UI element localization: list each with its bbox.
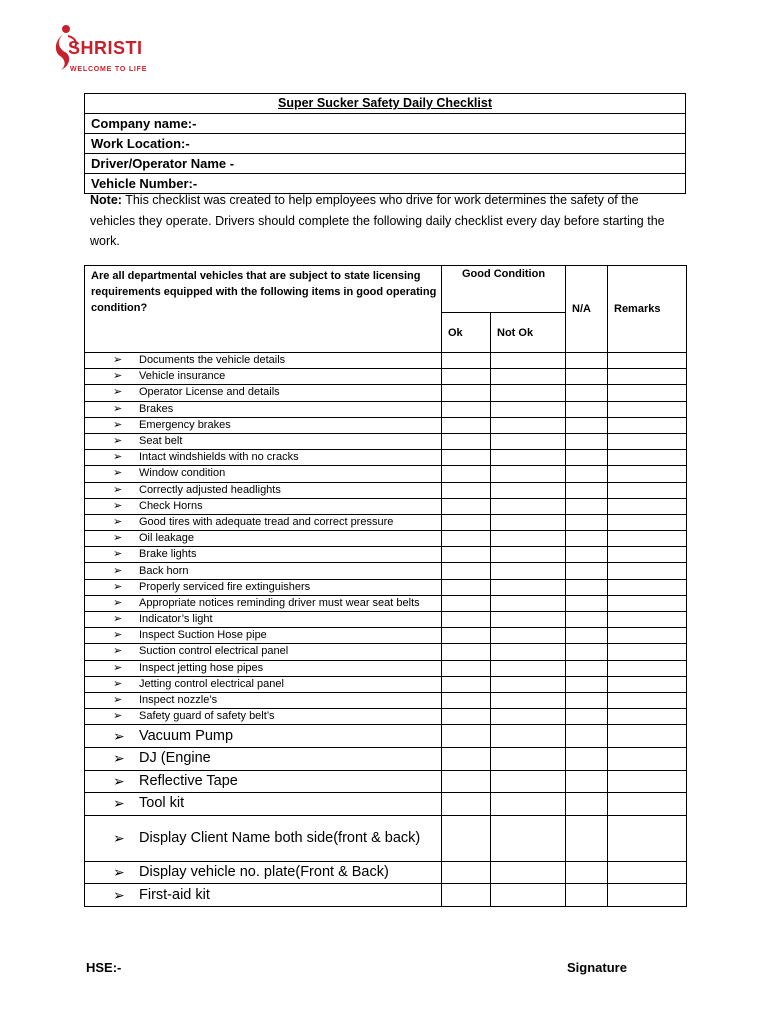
checklist-item-label: Back horn [139, 564, 189, 577]
ok-cell[interactable] [442, 482, 491, 498]
checklist-item-cell [85, 563, 442, 579]
ok-cell[interactable] [442, 579, 491, 595]
checklist-row [85, 450, 687, 466]
na-cell[interactable] [566, 514, 608, 530]
checklist-question: Are all departmental vehicles that are subject to state licensing requirements equipped with the following items in good operating condition? [85, 266, 442, 353]
checklist-row [85, 579, 687, 595]
checklist-item-cell [85, 547, 442, 563]
not-ok-cell[interactable] [491, 433, 566, 449]
remarks-cell[interactable] [608, 747, 687, 770]
na-cell[interactable] [566, 676, 608, 692]
ok-cell[interactable] [442, 498, 491, 514]
not-ok-cell[interactable] [491, 628, 566, 644]
checklist-item-label: Jetting control electrical panel [139, 677, 284, 690]
ok-cell[interactable] [442, 595, 491, 611]
not-ok-cell[interactable] [491, 815, 566, 861]
checklist-item-cell [85, 385, 442, 401]
checklist-row [85, 563, 687, 579]
checklist-item-label: Inspect jetting hose pipes [139, 661, 264, 674]
checklist-item-label: Brakes [139, 402, 174, 415]
checklist-row [85, 498, 687, 514]
not-ok-cell[interactable] [491, 579, 566, 595]
ok-cell[interactable] [442, 709, 491, 725]
checklist-item-cell [85, 498, 442, 514]
na-cell[interactable] [566, 595, 608, 611]
checklist-item-label: Display vehicle no. plate(Front & Back) [139, 863, 389, 880]
checklist-row [85, 660, 687, 676]
ok-cell[interactable] [442, 725, 491, 748]
ok-cell[interactable] [442, 676, 491, 692]
remarks-cell[interactable] [608, 770, 687, 793]
arrow-bullet-icon: ➢ [113, 830, 125, 847]
arrow-bullet-icon: ➢ [113, 694, 123, 707]
checklist-row [85, 747, 687, 770]
arrow-bullet-icon: ➢ [113, 499, 123, 512]
ok-cell[interactable] [442, 531, 491, 547]
na-cell[interactable] [566, 385, 608, 401]
not-ok-cell[interactable] [491, 676, 566, 692]
checklist-item-cell [85, 692, 442, 708]
na-header: N/A [566, 266, 608, 353]
driver-operator-field[interactable]: Driver/Operator Name - [85, 154, 686, 174]
arrow-bullet-icon: ➢ [113, 772, 125, 789]
not-ok-cell[interactable] [491, 709, 566, 725]
checklist-item-label: Safety guard of safety belt’s [139, 710, 275, 723]
arrow-bullet-icon: ➢ [113, 515, 123, 528]
note-label: Note: [90, 193, 122, 207]
not-ok-cell[interactable] [491, 692, 566, 708]
ok-cell[interactable] [442, 450, 491, 466]
checklist-row [85, 676, 687, 692]
ok-cell[interactable] [442, 417, 491, 433]
checklist-row [85, 547, 687, 563]
na-cell[interactable] [566, 450, 608, 466]
arrow-bullet-icon: ➢ [113, 750, 125, 767]
na-cell[interactable] [566, 563, 608, 579]
checklist-item-cell [85, 709, 442, 725]
arrow-bullet-icon: ➢ [113, 354, 123, 367]
remarks-cell[interactable] [608, 861, 687, 884]
remarks-cell[interactable] [608, 401, 687, 417]
na-cell[interactable] [566, 353, 608, 369]
remarks-cell[interactable] [608, 547, 687, 563]
arrow-bullet-icon: ➢ [113, 435, 123, 448]
checklist-item-label: DJ (Engine [139, 750, 211, 767]
company-logo [52, 22, 172, 80]
checklist-item-cell [85, 815, 442, 861]
not-ok-cell[interactable] [491, 482, 566, 498]
remarks-cell[interactable] [608, 579, 687, 595]
na-cell[interactable] [566, 884, 608, 907]
not-ok-cell[interactable] [491, 466, 566, 482]
checklist-row [85, 531, 687, 547]
na-cell[interactable] [566, 482, 608, 498]
good-condition-header: Good Condition [442, 266, 566, 313]
not-ok-cell[interactable] [491, 747, 566, 770]
checklist-item-cell [85, 401, 442, 417]
not-ok-cell[interactable] [491, 563, 566, 579]
ok-cell[interactable] [442, 644, 491, 660]
checklist-row [85, 644, 687, 660]
not-ok-cell[interactable] [491, 353, 566, 369]
ok-cell[interactable] [442, 770, 491, 793]
checklist-item-cell [85, 433, 442, 449]
not-ok-header: Not Ok [491, 313, 566, 353]
not-ok-cell[interactable] [491, 770, 566, 793]
checklist-item-label: Correctly adjusted headlights [139, 483, 281, 496]
checklist-item-label: Vacuum Pump [139, 727, 234, 744]
na-cell[interactable] [566, 628, 608, 644]
checklist-item-label: Inspect nozzle’s [139, 694, 218, 707]
checklist-item-label: First-aid kit [139, 886, 210, 903]
hse-label: HSE:- [86, 960, 122, 975]
not-ok-cell[interactable] [491, 531, 566, 547]
checklist-row [85, 433, 687, 449]
remarks-cell[interactable] [608, 385, 687, 401]
remarks-cell[interactable] [608, 676, 687, 692]
signature-label: Signature [567, 960, 627, 975]
remarks-cell[interactable] [608, 709, 687, 725]
arrow-bullet-icon: ➢ [113, 580, 123, 593]
na-cell[interactable] [566, 725, 608, 748]
checklist-row [85, 612, 687, 628]
ok-cell[interactable] [442, 660, 491, 676]
ok-cell[interactable] [442, 747, 491, 770]
arrow-bullet-icon: ➢ [113, 532, 123, 545]
na-cell[interactable] [566, 793, 608, 816]
not-ok-cell[interactable] [491, 369, 566, 385]
logo-brand-text: SHRISTI [68, 38, 143, 58]
remarks-cell[interactable] [608, 884, 687, 907]
checklist-item-cell [85, 884, 442, 907]
not-ok-cell[interactable] [491, 547, 566, 563]
remarks-cell[interactable] [608, 498, 687, 514]
ok-cell[interactable] [442, 861, 491, 884]
remarks-header: Remarks [608, 266, 687, 353]
arrow-bullet-icon: ➢ [113, 418, 123, 431]
checklist-item-label: Vehicle insurance [139, 370, 226, 383]
checklist-row [85, 861, 687, 884]
ok-cell[interactable] [442, 466, 491, 482]
arrow-bullet-icon: ➢ [113, 483, 123, 496]
checklist-row [85, 692, 687, 708]
checklist-item-label: Tool kit [139, 795, 185, 812]
remarks-cell[interactable] [608, 482, 687, 498]
remarks-cell[interactable] [608, 644, 687, 660]
not-ok-cell[interactable] [491, 861, 566, 884]
na-cell[interactable] [566, 531, 608, 547]
checklist-item-cell [85, 770, 442, 793]
checklist-item-cell [85, 793, 442, 816]
remarks-cell[interactable] [608, 793, 687, 816]
remarks-cell[interactable] [608, 369, 687, 385]
checklist-item-label: Intact windshields with no cracks [139, 451, 299, 464]
checklist-item-cell [85, 676, 442, 692]
arrow-bullet-icon: ➢ [113, 629, 123, 642]
arrow-bullet-icon: ➢ [113, 645, 123, 658]
checklist-item-cell [85, 369, 442, 385]
arrow-bullet-icon: ➢ [113, 613, 123, 626]
checklist-item-label: Check Horns [139, 499, 203, 512]
arrow-bullet-icon: ➢ [113, 564, 123, 577]
checklist-row [85, 770, 687, 793]
na-cell[interactable] [566, 401, 608, 417]
arrow-bullet-icon: ➢ [113, 677, 123, 690]
remarks-cell[interactable] [608, 725, 687, 748]
checklist-row [85, 369, 687, 385]
checklist-row [85, 466, 687, 482]
checklist-item-label: Window condition [139, 467, 226, 480]
company-name-field[interactable]: Company name:- [85, 114, 686, 134]
checklist-item-cell [85, 861, 442, 884]
checklist-item-cell [85, 628, 442, 644]
na-cell[interactable] [566, 417, 608, 433]
remarks-cell[interactable] [608, 595, 687, 611]
arrow-bullet-icon: ➢ [113, 548, 123, 561]
na-cell[interactable] [566, 815, 608, 861]
not-ok-cell[interactable] [491, 401, 566, 417]
checklist-item-label: Operator License and details [139, 386, 280, 399]
checklist-item-label: Inspect Suction Hose pipe [139, 629, 267, 642]
ok-cell[interactable] [442, 433, 491, 449]
arrow-bullet-icon: ➢ [113, 451, 123, 464]
na-cell[interactable] [566, 644, 608, 660]
vehicle-number-field[interactable]: Vehicle Number:- [85, 174, 686, 194]
na-cell[interactable] [566, 579, 608, 595]
remarks-cell[interactable] [608, 417, 687, 433]
ok-cell[interactable] [442, 793, 491, 816]
not-ok-cell[interactable] [491, 725, 566, 748]
checklist-item-cell [85, 482, 442, 498]
na-cell[interactable] [566, 770, 608, 793]
checklist-item-cell [85, 353, 442, 369]
checklist-row [85, 385, 687, 401]
remarks-cell[interactable] [608, 531, 687, 547]
arrow-bullet-icon: ➢ [113, 795, 125, 812]
remarks-cell[interactable] [608, 353, 687, 369]
checklist-item-cell [85, 612, 442, 628]
ok-cell[interactable] [442, 612, 491, 628]
work-location-field[interactable]: Work Location:- [85, 134, 686, 154]
checklist-item-label: Emergency brakes [139, 418, 231, 431]
remarks-cell[interactable] [608, 628, 687, 644]
checklist-item-label: Brake lights [139, 548, 197, 561]
na-cell[interactable] [566, 547, 608, 563]
header-info-table [84, 93, 686, 194]
ok-cell[interactable] [442, 385, 491, 401]
checklist-row [85, 514, 687, 530]
remarks-cell[interactable] [608, 692, 687, 708]
note-text: This checklist was created to help employees who drive for work determines the safety of the vehicles they operate. Drivers should complete the following daily checklist every day before starting the work. [90, 193, 665, 248]
na-cell[interactable] [566, 433, 608, 449]
checklist-row [85, 725, 687, 748]
ok-cell[interactable] [442, 547, 491, 563]
not-ok-cell[interactable] [491, 612, 566, 628]
note-paragraph [90, 190, 686, 252]
remarks-cell[interactable] [608, 612, 687, 628]
na-cell[interactable] [566, 466, 608, 482]
not-ok-cell[interactable] [491, 644, 566, 660]
not-ok-cell[interactable] [491, 595, 566, 611]
checklist-item-cell [85, 595, 442, 611]
checklist-item-cell [85, 725, 442, 748]
not-ok-cell[interactable] [491, 793, 566, 816]
not-ok-cell[interactable] [491, 514, 566, 530]
checklist-item-cell [85, 450, 442, 466]
ok-cell[interactable] [442, 692, 491, 708]
ok-header: Ok [442, 313, 491, 353]
not-ok-cell[interactable] [491, 660, 566, 676]
arrow-bullet-icon: ➢ [113, 467, 123, 480]
checklist-item-label: Seat belt [139, 435, 183, 448]
remarks-cell[interactable] [608, 563, 687, 579]
arrow-bullet-icon: ➢ [113, 596, 123, 609]
na-cell[interactable] [566, 498, 608, 514]
checklist-item-cell [85, 644, 442, 660]
ok-cell[interactable] [442, 369, 491, 385]
not-ok-cell[interactable] [491, 884, 566, 907]
checklist-item-cell [85, 417, 442, 433]
remarks-cell[interactable] [608, 433, 687, 449]
checklist-row [85, 353, 687, 369]
logo-tagline: WELCOME TO LIFE [70, 66, 148, 73]
checklist-row [85, 709, 687, 725]
ok-cell[interactable] [442, 884, 491, 907]
checklist-row [85, 815, 687, 861]
checklist-item-cell [85, 466, 442, 482]
checklist-row [85, 595, 687, 611]
ok-cell[interactable] [442, 353, 491, 369]
checklist-row [85, 884, 687, 907]
not-ok-cell[interactable] [491, 498, 566, 514]
arrow-bullet-icon: ➢ [113, 370, 123, 383]
ok-cell[interactable] [442, 563, 491, 579]
checklist-item-cell [85, 579, 442, 595]
na-cell[interactable] [566, 660, 608, 676]
ok-cell[interactable] [442, 401, 491, 417]
checklist-item-label: Display Client Name both side(front & back) [139, 830, 421, 847]
remarks-cell[interactable] [608, 466, 687, 482]
na-cell[interactable] [566, 369, 608, 385]
ok-cell[interactable] [442, 628, 491, 644]
checklist-row [85, 417, 687, 433]
checklist-item-label: Suction control electrical panel [139, 645, 289, 658]
remarks-cell[interactable] [608, 514, 687, 530]
arrow-bullet-icon: ➢ [113, 886, 125, 903]
checklist-table [84, 265, 687, 907]
checklist-rows [85, 353, 687, 907]
checklist-item-cell [85, 531, 442, 547]
not-ok-cell[interactable] [491, 417, 566, 433]
checklist-item-label: Appropriate notices reminding driver must wear seat belts [139, 596, 420, 609]
checklist-item-label: Oil leakage [139, 532, 195, 545]
na-cell[interactable] [566, 747, 608, 770]
arrow-bullet-icon: ➢ [113, 727, 125, 744]
ok-cell[interactable] [442, 815, 491, 861]
checklist-item-cell [85, 747, 442, 770]
arrow-bullet-icon: ➢ [113, 710, 123, 723]
checklist-row [85, 482, 687, 498]
form-title: Super Sucker Safety Daily Checklist [85, 94, 686, 114]
not-ok-cell[interactable] [491, 385, 566, 401]
na-cell[interactable] [566, 612, 608, 628]
arrow-bullet-icon: ➢ [113, 402, 123, 415]
na-cell[interactable] [566, 709, 608, 725]
checklist-item-label: Reflective Tape [139, 772, 238, 789]
na-cell[interactable] [566, 861, 608, 884]
checklist-item-label: Properly serviced fire extinguishers [139, 580, 311, 593]
na-cell[interactable] [566, 692, 608, 708]
not-ok-cell[interactable] [491, 450, 566, 466]
remarks-cell[interactable] [608, 815, 687, 861]
arrow-bullet-icon: ➢ [113, 386, 123, 399]
ok-cell[interactable] [442, 514, 491, 530]
checklist-row [85, 793, 687, 816]
checklist-item-cell [85, 660, 442, 676]
arrow-bullet-icon: ➢ [113, 661, 123, 674]
checklist-row [85, 401, 687, 417]
arrow-bullet-icon: ➢ [113, 863, 125, 880]
remarks-cell[interactable] [608, 660, 687, 676]
checklist-item-label: Documents the vehicle details [139, 354, 286, 367]
checklist-item-label: Indicator’s light [139, 613, 213, 626]
checklist-row [85, 628, 687, 644]
checklist-item-label: Good tires with adequate tread and correct pressure [139, 515, 394, 528]
remarks-cell[interactable] [608, 450, 687, 466]
checklist-item-cell [85, 514, 442, 530]
